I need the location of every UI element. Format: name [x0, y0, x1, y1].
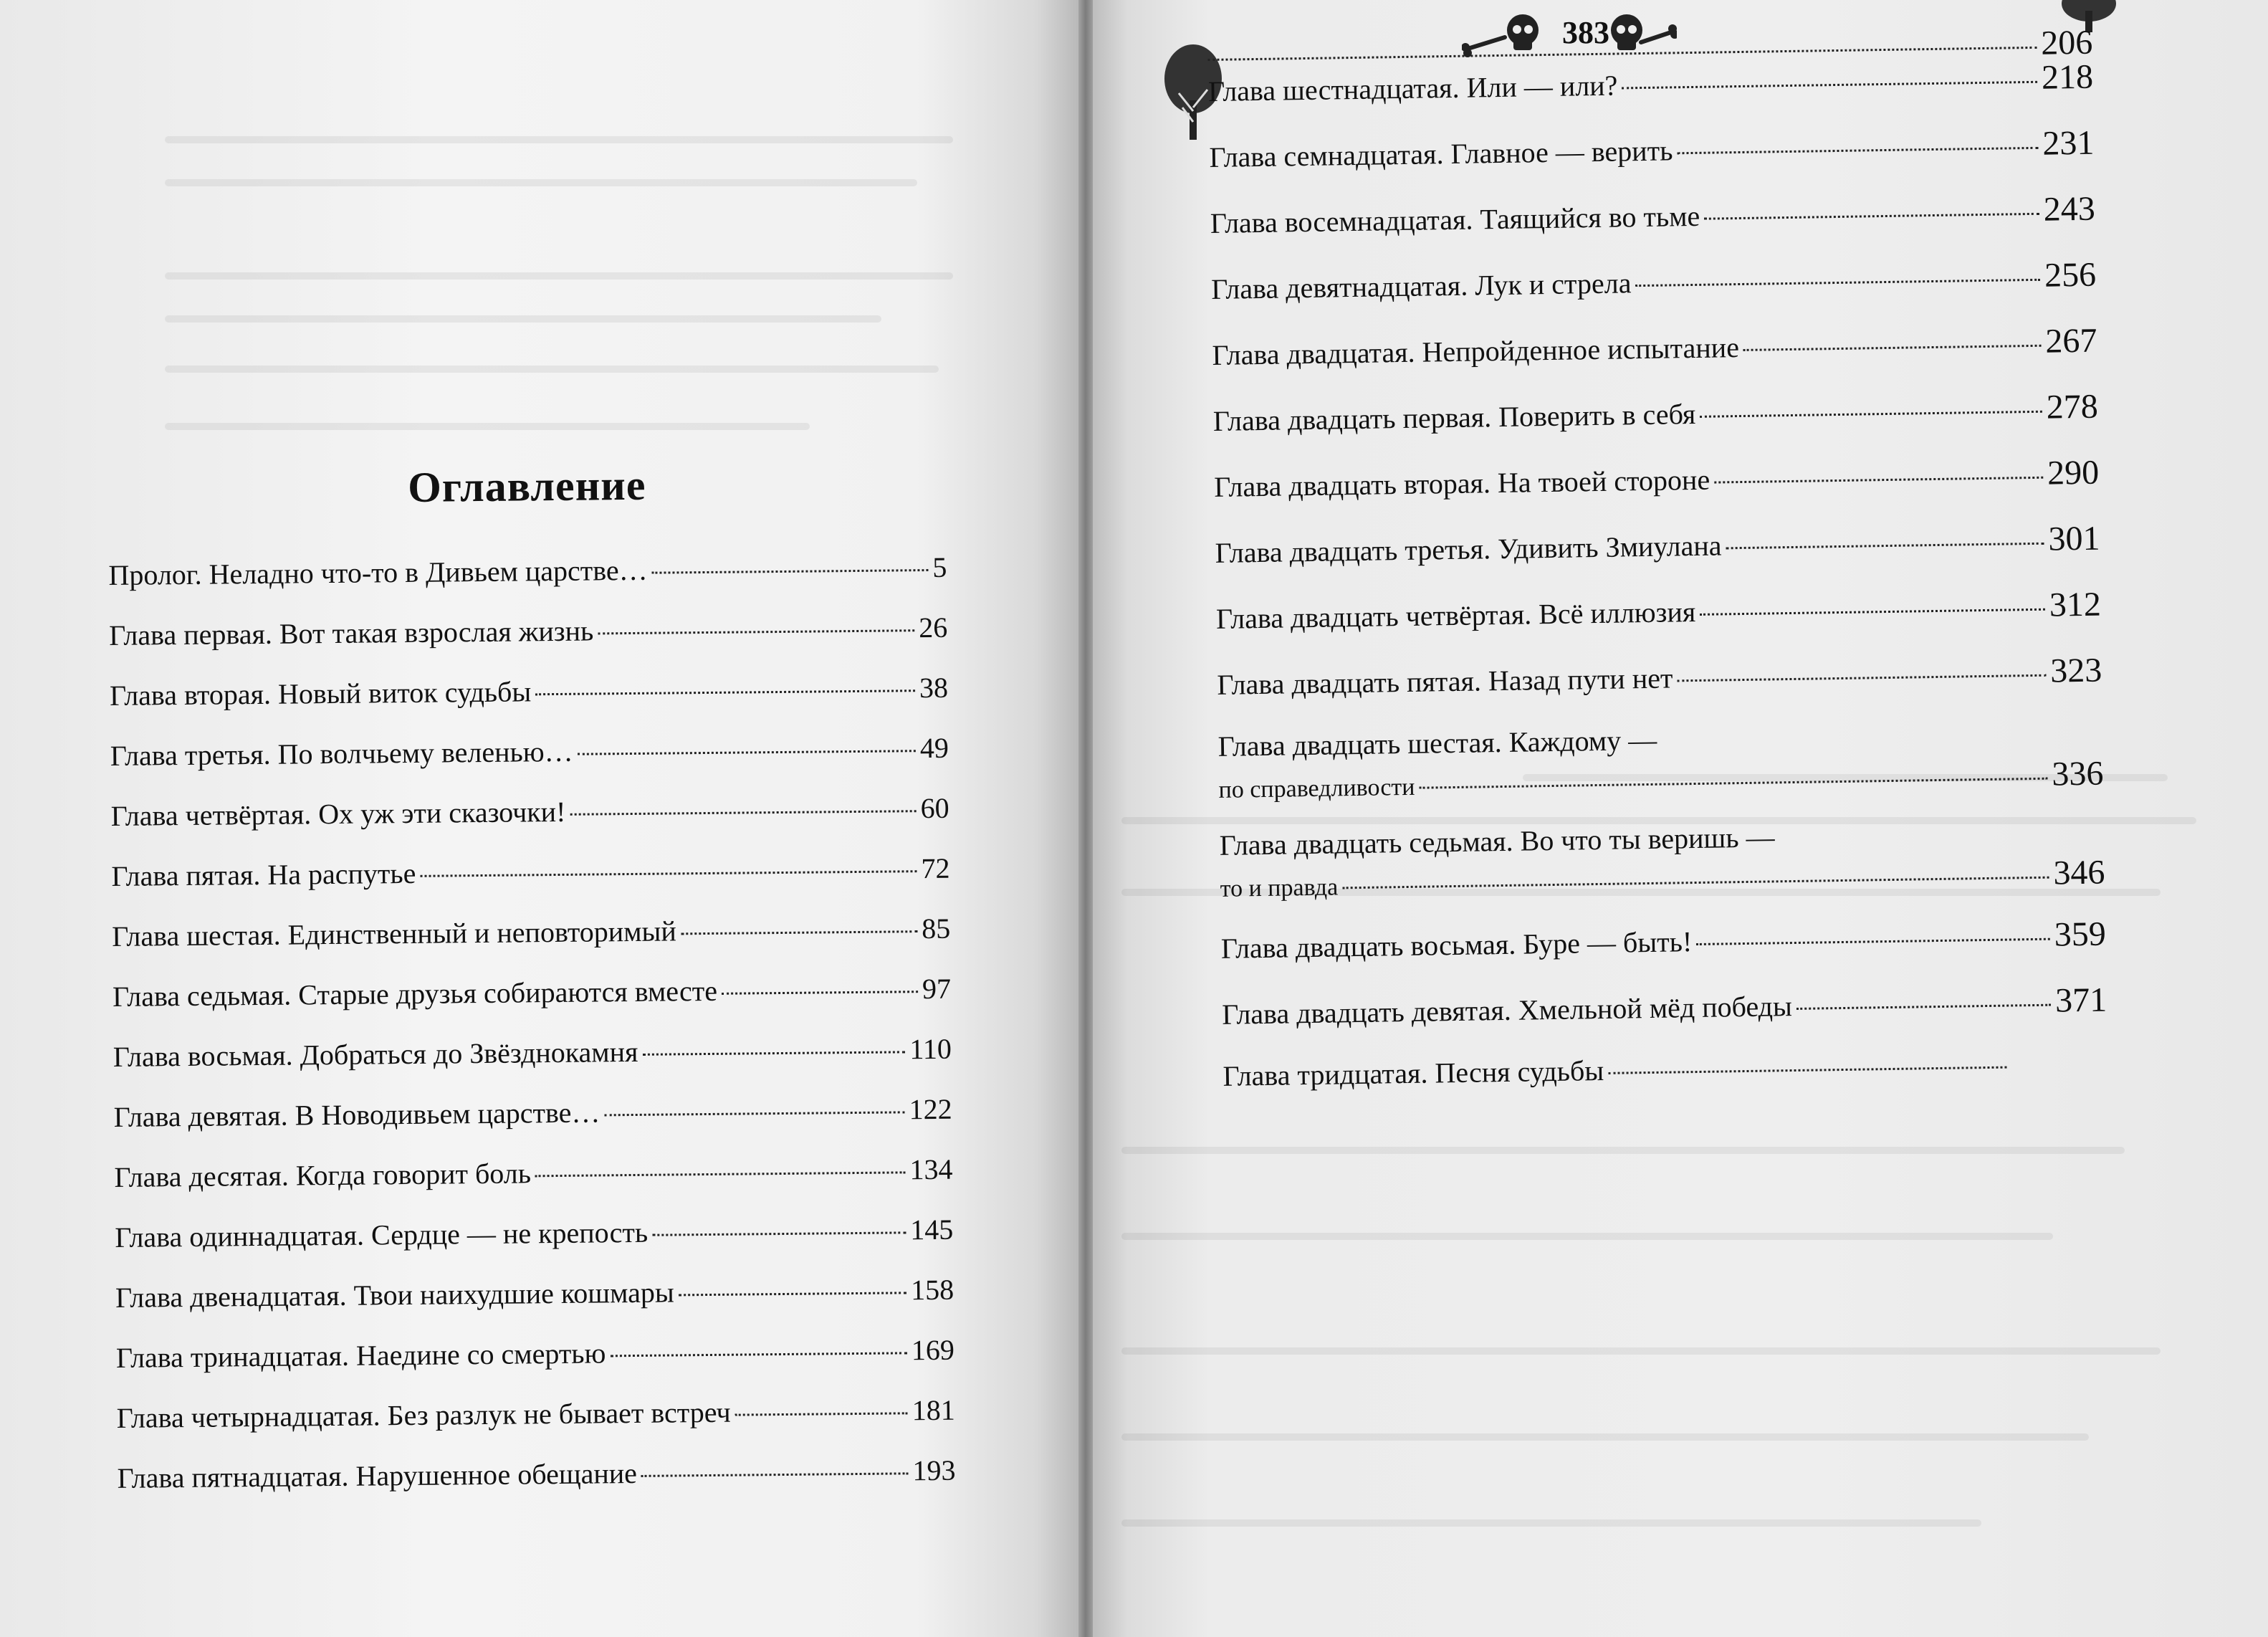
entry-title: Глава двадцатая. Непройденное испытание: [1212, 331, 1740, 371]
toc-entry: [113, 1032, 952, 1100]
leader-dots: [652, 1231, 906, 1236]
bleed-through-line: [165, 366, 939, 373]
leader-dots: [1677, 147, 2038, 154]
entry-page: 231: [2042, 123, 2095, 163]
entry-title: Глава восьмая. Добраться до Звёзднокамня: [113, 1035, 638, 1073]
entry-page: 110: [909, 1032, 952, 1066]
entry-title: Глава девятая. В Новодивьем царстве…: [113, 1096, 601, 1133]
entry-title: Глава четвёртая. Ох уж эти сказочки!: [110, 795, 566, 832]
entry-title: Глава десятая. Когда говорит боль: [114, 1157, 532, 1193]
entry-page: 278: [2046, 387, 2099, 426]
entry-page: 256: [2044, 255, 2097, 295]
entry-title: Глава шестая. Единственный и неповторимый: [112, 915, 677, 953]
toc-entry: [111, 851, 950, 920]
entry-page: 85: [922, 912, 951, 945]
leader-dots: [1796, 1004, 2051, 1010]
entry-title: Глава двадцать шестая. Каждому —: [1217, 723, 1657, 763]
bleed-through-line: [1121, 1433, 2089, 1441]
leader-dots: [1622, 81, 2037, 90]
entry-page: 145: [910, 1213, 954, 1246]
entry-page: 346: [2053, 853, 2105, 892]
toc-entry: [116, 1333, 955, 1401]
entry-page: 290: [2047, 453, 2100, 492]
book-gutter: [1078, 0, 1093, 1637]
toc-entry: [110, 731, 949, 799]
bleed-through-line: [1121, 1233, 2053, 1240]
entry-page: 323: [2049, 651, 2102, 690]
entry-title: Глава восемнадцатая. Таящийся во тьме: [1210, 199, 1700, 239]
entry-page: 122: [909, 1092, 952, 1126]
leader-dots: [1726, 543, 2044, 550]
bleed-through-line: [165, 179, 917, 186]
bleed-through-line: [165, 272, 953, 280]
left-page: [0, 0, 1078, 1637]
entry-title: Глава двадцать четвёртая. Всё иллюзия: [1215, 595, 1696, 635]
entry-page: 312: [2049, 585, 2102, 624]
entry-title: Глава двадцать первая. Поверить в себя: [1212, 397, 1696, 437]
leader-dots: [610, 1352, 906, 1357]
leader-dots: [1743, 345, 2042, 351]
entry-page: 134: [909, 1152, 953, 1186]
leader-dots: [1704, 213, 2039, 220]
toc-entry: [1219, 816, 2105, 927]
entry-page: 193: [912, 1454, 956, 1487]
entry-title: Глава пятнадцатая. Нарушенное обещание: [117, 1456, 638, 1494]
entry-title: Глава пятая. На распутье: [111, 856, 416, 892]
leader-dots: [641, 1472, 909, 1477]
leader-dots: [1700, 411, 2042, 418]
leader-dots: [1696, 938, 2050, 945]
toc-entry: [110, 671, 949, 739]
toc-entry: [110, 791, 949, 859]
entry-title: Глава тридцатая. Песня судьбы: [1222, 1054, 1604, 1092]
bleed-through-line: [165, 315, 881, 323]
entry-title: Пролог. Неладно что-то в Дивьем царстве…: [108, 553, 648, 591]
entry-page: 371: [2054, 980, 2107, 1020]
entry-title: Глава двадцать вторая. На твоей стороне: [1214, 463, 1710, 503]
toc-entry: [115, 1213, 954, 1281]
leader-dots: [722, 991, 918, 995]
entry-title: Глава двадцать восьмая. Буре — быть!: [1220, 925, 1693, 965]
entry-title: Глава двадцать пятая. Назад пути нет: [1217, 662, 1673, 701]
entry-title: Глава седьмая. Старые друзья собираются вместе: [112, 974, 718, 1013]
entry-page: 60: [920, 791, 949, 825]
entry-title: Глава двенадцатая. Твои наихудшие кошмары: [115, 1276, 674, 1314]
entry-title: Глава одиннадцатая. Сердце — не крепость: [115, 1216, 649, 1254]
leader-dots: [1419, 778, 2047, 789]
leader-dots: [681, 930, 917, 935]
entry-page: 218: [2041, 57, 2094, 97]
entry-title: Глава четырнадцатая. Без разлук не бывает встреч: [116, 1395, 731, 1434]
entry-page: 5: [932, 550, 947, 583]
entry-page: 169: [911, 1333, 955, 1367]
entry-title: Глава третья. По волчьему веленью…: [110, 735, 573, 772]
toc-entry: [1222, 1048, 2011, 1125]
entry-title: Глава шестнадцатая. Или — или?: [1207, 69, 1618, 108]
leader-dots: [679, 1292, 906, 1296]
leader-dots: [735, 1412, 908, 1416]
leader-dots: [642, 1051, 905, 1056]
toc-right: [1207, 23, 2108, 1125]
entry-page: 336: [2052, 754, 2104, 793]
entry-title-line2: то и правда: [1220, 874, 1339, 902]
toc-entry: [1217, 717, 2104, 829]
entry-page: 359: [2054, 915, 2107, 954]
leader-dots: [1207, 47, 2037, 61]
entry-page: 72: [921, 851, 950, 885]
leader-dots: [598, 629, 914, 634]
toc-entry: [114, 1152, 953, 1221]
entry-page: 49: [919, 731, 949, 765]
leader-dots: [578, 750, 916, 755]
leader-dots: [1342, 877, 2049, 889]
entry-page: 158: [910, 1273, 954, 1307]
leader-dots: [1677, 674, 2046, 682]
entry-title: Глава вторая. Новый виток судьбы: [109, 675, 532, 712]
leader-dots: [604, 1111, 904, 1116]
leader-dots: [570, 810, 916, 816]
entry-title: Глава двадцать третья. Удивить Змиулана: [1215, 529, 1722, 569]
entry-page: 38: [919, 671, 949, 705]
toc-entry: [113, 972, 952, 1040]
entry-page: 243: [2043, 189, 2096, 229]
entry-title: Глава первая. Вот такая взрослая жизнь: [109, 614, 594, 652]
leader-dots: [1635, 279, 2040, 287]
bleed-through-line: [165, 423, 810, 430]
entry-title: Глава девятнадцатая. Лук и стрела: [1210, 267, 1632, 305]
leader-dots: [535, 689, 915, 695]
entry-title: Глава двадцать девятая. Хмельной мёд победы: [1221, 990, 1793, 1031]
leader-dots: [652, 569, 929, 574]
bleed-through-line: [1121, 1519, 1981, 1527]
leader-dots: [1608, 1066, 2006, 1074]
entry-title-line2: по справедливости: [1218, 773, 1415, 803]
entry-title: Глава семнадцатая. Главное — верить: [1209, 134, 1673, 173]
toc-entry: [117, 1393, 956, 1461]
entry-page: 181: [911, 1393, 955, 1427]
leader-dots: [420, 870, 917, 877]
leader-dots: [1700, 608, 2045, 616]
bleed-through-line: [1121, 1147, 2125, 1154]
toc-entry: [113, 1092, 952, 1160]
entry-page: 301: [2048, 519, 2100, 558]
bleed-through-line: [1121, 1347, 2161, 1355]
leader-dots: [535, 1171, 906, 1177]
toc-entry: [115, 1273, 954, 1341]
entry-page: 97: [922, 972, 952, 1006]
toc-entry: [109, 611, 948, 679]
toc-entry: [112, 912, 951, 980]
entry-title: Глава тринадцатая. Наедине со смертью: [115, 1337, 606, 1374]
entry-page: 267: [2045, 321, 2097, 361]
leader-dots: [1714, 477, 2043, 484]
entry-title: Глава двадцать седьмая. Во что ты веришь —: [1219, 821, 1775, 862]
toc-entry: [108, 550, 947, 619]
bleed-through-line: [165, 136, 953, 143]
entry-page: 206: [2040, 23, 2093, 62]
toc-title: Оглавление: [407, 461, 646, 511]
page-number: 383: [1562, 15, 1609, 50]
toc-left: [107, 458, 956, 1522]
entry-page: 26: [919, 611, 948, 644]
toc-entry: [117, 1454, 956, 1522]
